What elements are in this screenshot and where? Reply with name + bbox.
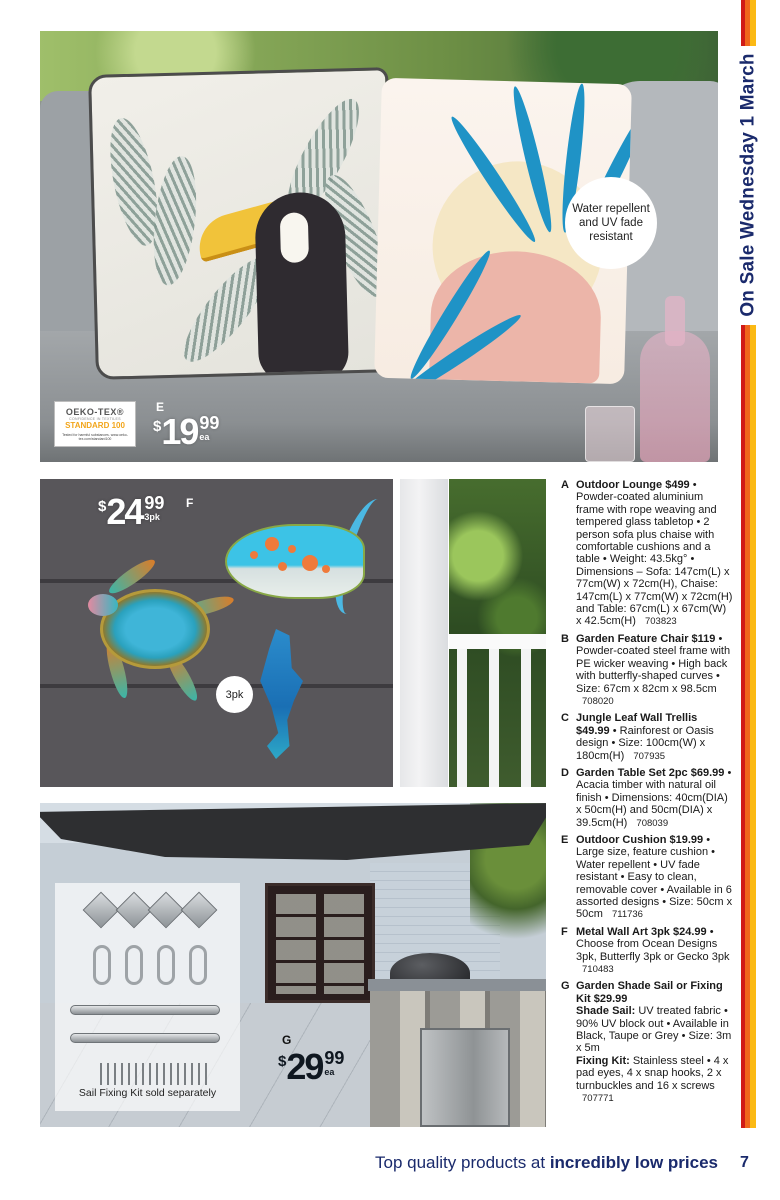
product-code: 707935 (633, 750, 666, 762)
french-doors (265, 883, 375, 1003)
garden-greenery-photo (449, 479, 546, 787)
brand-stripe (741, 325, 756, 1128)
fixing-kit-inset (55, 883, 240, 1111)
product-item-f: F Metal Wall Art 3pk $24.99 • Choose from Ocean Designs 3pk, Butterfly 3pk or Gecko 3pk 710483 (561, 925, 730, 976)
fixing-kit-caption: Sail Fixing Kit sold separately (78, 1087, 217, 1099)
white-post-photo (400, 479, 448, 787)
pack-count-badge: 3pk (216, 676, 253, 713)
product-item-b: B Garden Feature Chair $119 • Powder-coated steel frame with PE wicker weaving • High back with butterfly-shaped curves • Size: 67cm x 82cm x 98.5cm 708020 (561, 632, 731, 707)
product-item-d: D Garden Table Set 2pc $69.99 • Acacia timber with natural oil finish • Dimensions: 40cm(DIA) x 50cm(H) and 50cm(DIA) x 39.5cm(H) 708039 (561, 766, 732, 829)
pink-carafe (640, 331, 710, 462)
product-code: 710483 (582, 964, 614, 976)
product-code: 703823 (644, 616, 677, 628)
page-number: 7 (740, 1154, 749, 1171)
product-item-g: G Garden Shade Sail or Fixing Kit $29.99 Shade Sail: UV treated fabric • 90% UV block out • Available in Black, Taupe or Grey • Size: 3m x 5m Fixing Kit: Stainless steel • 4 x pad eyes, 4 x snap hooks, 2 x turnbuckles and 16 x screws 707771 (561, 980, 732, 1105)
price-tag-cushion: $ 19 99 ea (153, 411, 220, 452)
product-item-c: C Jungle Leaf Wall Trellis $49.99 • Rainforest or Oasis design • Size: 100cm(W) x 180cm(H) 707935 (561, 712, 714, 762)
product-item-e: E Outdoor Cushion $19.99 • Large size, feature cushion • Water repellent • UV fade resistant • Easy to clean, removable cover • Available in 6 assorted designs • Size: 50cm x 50cm 711736 (561, 833, 733, 921)
product-code: 707771 (582, 1093, 614, 1105)
product-descriptions (561, 479, 733, 1110)
product-letter-e: E (156, 400, 165, 414)
drinking-glass (585, 406, 635, 462)
oeko-tex-badge: OEKO-TEX® CONFIDENCE IN TEXTILES STANDARD 100 Tested for harmful substances. www.oeko-tex.com/standard100 (54, 401, 136, 447)
seahorse-art (258, 629, 303, 759)
feature-callout-bubble: Water repellent and UV fade resistant (565, 177, 657, 269)
product-code: 708039 (636, 817, 669, 829)
product-code: 711736 (611, 909, 643, 921)
metal-wall-art-photo (40, 479, 393, 787)
product-code: 708020 (582, 695, 614, 707)
toucan-cushion (88, 67, 396, 380)
on-sale-banner (735, 52, 763, 318)
brand-stripe-top (741, 0, 756, 46)
product-letter-g: G (282, 1033, 292, 1047)
footer-tagline: Top quality products at incredibly low prices (375, 1153, 718, 1172)
price-tag-shade-sail: $ 29 99 ea (278, 1046, 345, 1087)
price-tag-wall-art: $ 24 99 3pk (98, 491, 165, 532)
on-sale-date-text: On Sale Wednesday 1 March (738, 53, 760, 317)
angelfish-art (225, 524, 365, 599)
product-item-a: A Outdoor Lounge $499 • Powder-coated aluminium frame with rope weaving and tempered glass tabletop • 2 person sofa plus chaise with comfortable cushions and a table • Weight: 43.5kg° • Dimensions – Sofa: 147cm(L) x 77cm(W) x 72cm(H), Chaise: 147cm(L) x 77cm(W) x 72cm(H) and Table: 67cm(L) x 67cm(W) x 42.5cm(H) 703823 (561, 479, 733, 628)
product-letter-f: F (186, 496, 194, 510)
